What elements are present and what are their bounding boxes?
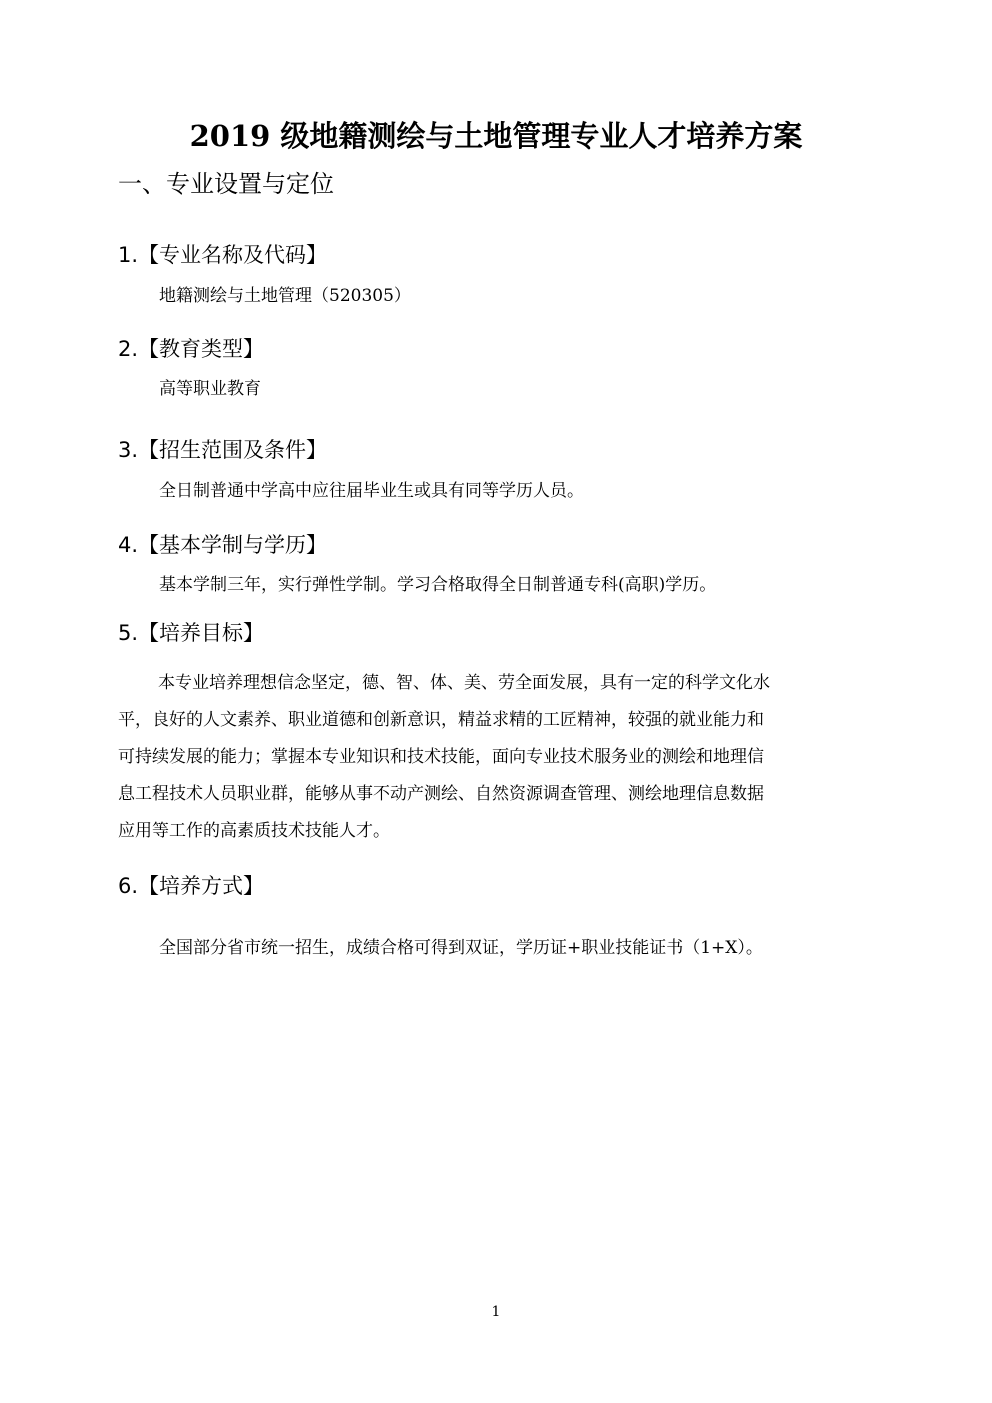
section-heading-5: 5.【培养目标】 bbox=[118, 621, 265, 645]
document-title: 2019 级地籍测绘与土地管理专业人才培养方案 bbox=[189, 119, 803, 153]
paragraph-line: 息工程技术人员职业群，能够从事不动产测绘、自然资源调查管理、测绘地理信息数据 bbox=[118, 784, 764, 804]
section-heading-6: 6.【培养方式】 bbox=[118, 874, 265, 898]
section-body-6: 全国部分省市统一招生，成绩合格可得到双证，学历证+职业技能证书（1+X）。 bbox=[159, 938, 763, 958]
page-number: 1 bbox=[491, 1304, 501, 1320]
section-heading-4: 4.【基本学制与学历】 bbox=[118, 533, 328, 557]
section-heading-2: 2.【教育类型】 bbox=[118, 337, 265, 361]
section-body-3: 全日制普通中学高中应往届毕业生或具有同等学历人员。 bbox=[159, 481, 584, 501]
section-body-1: 地籍测绘与土地管理（520305） bbox=[159, 286, 411, 306]
section-body-5-paragraph bbox=[118, 665, 876, 850]
section-body-2: 高等职业教育 bbox=[159, 379, 261, 399]
paragraph-line: 平，良好的人文素养、职业道德和创新意识，精益求精的工匠精神，较强的就业能力和 bbox=[118, 710, 764, 730]
paragraph-line: 可持续发展的能力；掌握本专业知识和技术技能，面向专业技术服务业的测绘和地理信 bbox=[118, 747, 764, 767]
section-heading-1: 1.【专业名称及代码】 bbox=[118, 243, 328, 267]
paragraph-line: 本专业培养理想信念坚定，德、智、体、美、劳全面发展，具有一定的科学文化水 bbox=[158, 673, 770, 693]
part-heading: 一、专业设置与定位 bbox=[118, 170, 334, 198]
section-body-4: 基本学制三年，实行弹性学制。学习合格取得全日制普通专科(高职)学历。 bbox=[159, 575, 717, 595]
section-heading-3: 3.【招生范围及条件】 bbox=[118, 438, 328, 462]
paragraph-line: 应用等工作的高素质技术技能人才。 bbox=[118, 821, 390, 841]
